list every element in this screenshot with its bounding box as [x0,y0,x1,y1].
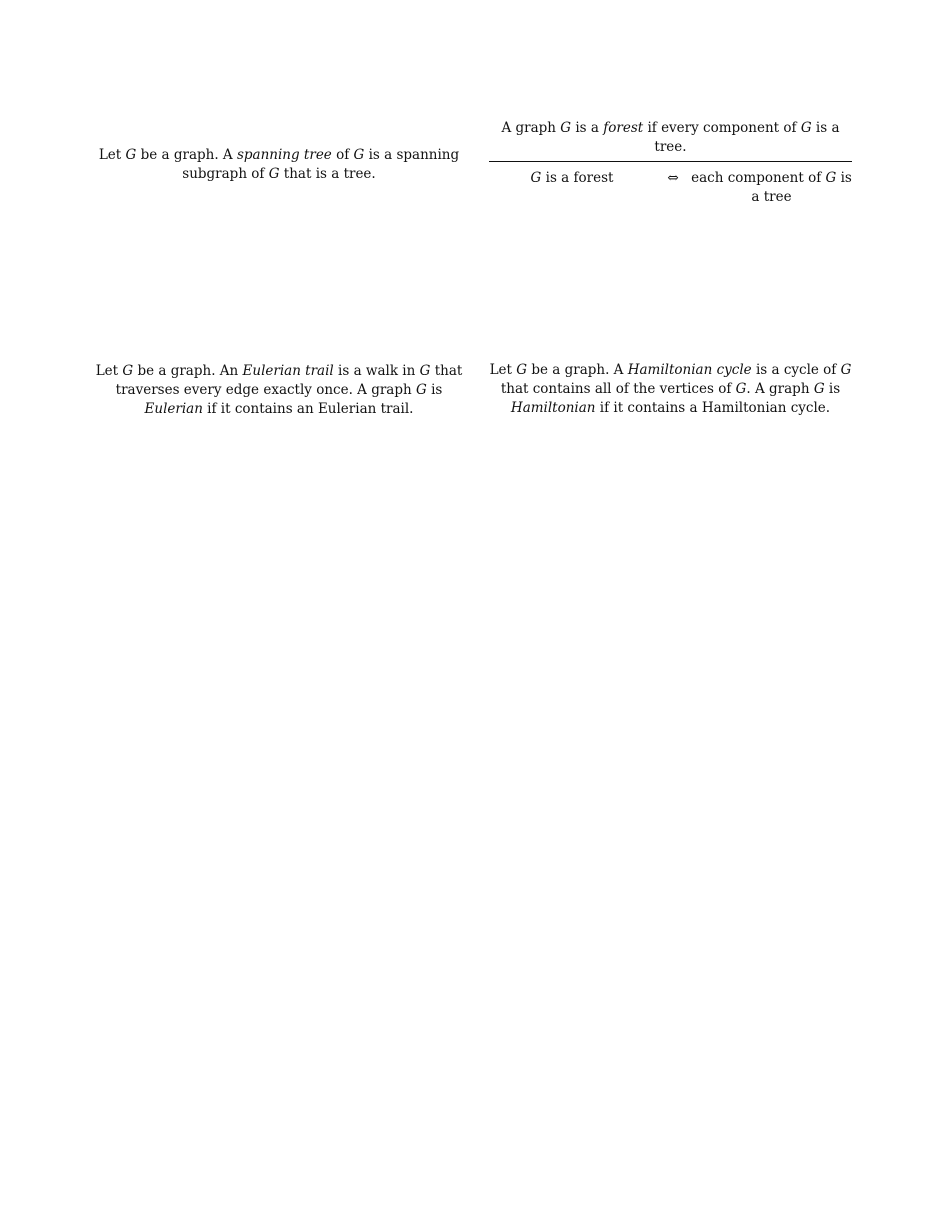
text-segment: that traverses every edge exactly once. A graph [115,363,463,398]
text-segment: Let [98,147,126,163]
horizontal-rule [489,161,852,162]
defined-term: Eulerian trail [242,363,334,379]
graph-variable: G [516,362,528,378]
text-segment: is [824,381,841,397]
text-segment: be a graph. A [527,362,628,378]
text-segment: . A graph [746,381,814,397]
graph-variable: G [800,120,812,136]
equivalence-left [489,169,655,188]
text-segment: be a graph. An [133,363,243,379]
forest-definition-text [489,119,852,157]
text-segment: A graph [501,120,561,136]
iff-symbol: ⇔ [667,170,679,186]
graph-variable: G [813,381,825,397]
graph-variable: G [825,170,837,186]
text-segment: Let [489,362,517,378]
spanning-tree-definition [92,146,466,184]
graph-variable: G [840,362,852,378]
text-segment: if it contains an Eulerian trail. [202,401,414,417]
text-segment: is a cycle of [751,362,841,378]
text-segment: of [331,147,354,163]
text-segment: be a graph. A [136,147,237,163]
defined-term: Hamiltonian cycle [627,362,752,378]
text-segment: is a [571,120,604,136]
text-segment: that is a tree. [279,166,376,182]
text-segment: if every component of [643,120,801,136]
text-segment: if it contains a Hamiltonian cycle. [595,400,831,416]
equivalence-row [489,169,852,207]
text-segment: Let [95,363,123,379]
text-segment: is a walk in [333,363,420,379]
graph-variable: G [268,166,280,182]
forest-definition [489,119,852,207]
text-segment: that contains all of the vertices of [500,381,736,397]
defined-term: forest [603,120,644,136]
defined-term: Eulerian [144,401,203,417]
graph-variable: G [122,363,134,379]
eulerian-definition [92,362,466,419]
graph-variable: G [415,382,427,398]
text-segment: is a forest [541,170,614,186]
text-segment: is a tree [751,170,852,205]
defined-term: Hamiltonian [510,400,596,416]
graph-variable: G [419,363,431,379]
text-segment: each component of [691,170,826,186]
graph-variable: G [560,120,572,136]
graph-variable: G [125,147,137,163]
equivalence-right [691,169,852,207]
text-segment: is a spanning subgraph of [182,147,460,182]
graph-variable: G [735,381,747,397]
graph-variable: G [530,170,542,186]
text-segment: is [426,382,443,398]
defined-term: spanning tree [236,147,332,163]
text-segment: is a tree. [654,120,840,155]
graph-variable: G [353,147,365,163]
hamiltonian-definition [485,361,856,418]
